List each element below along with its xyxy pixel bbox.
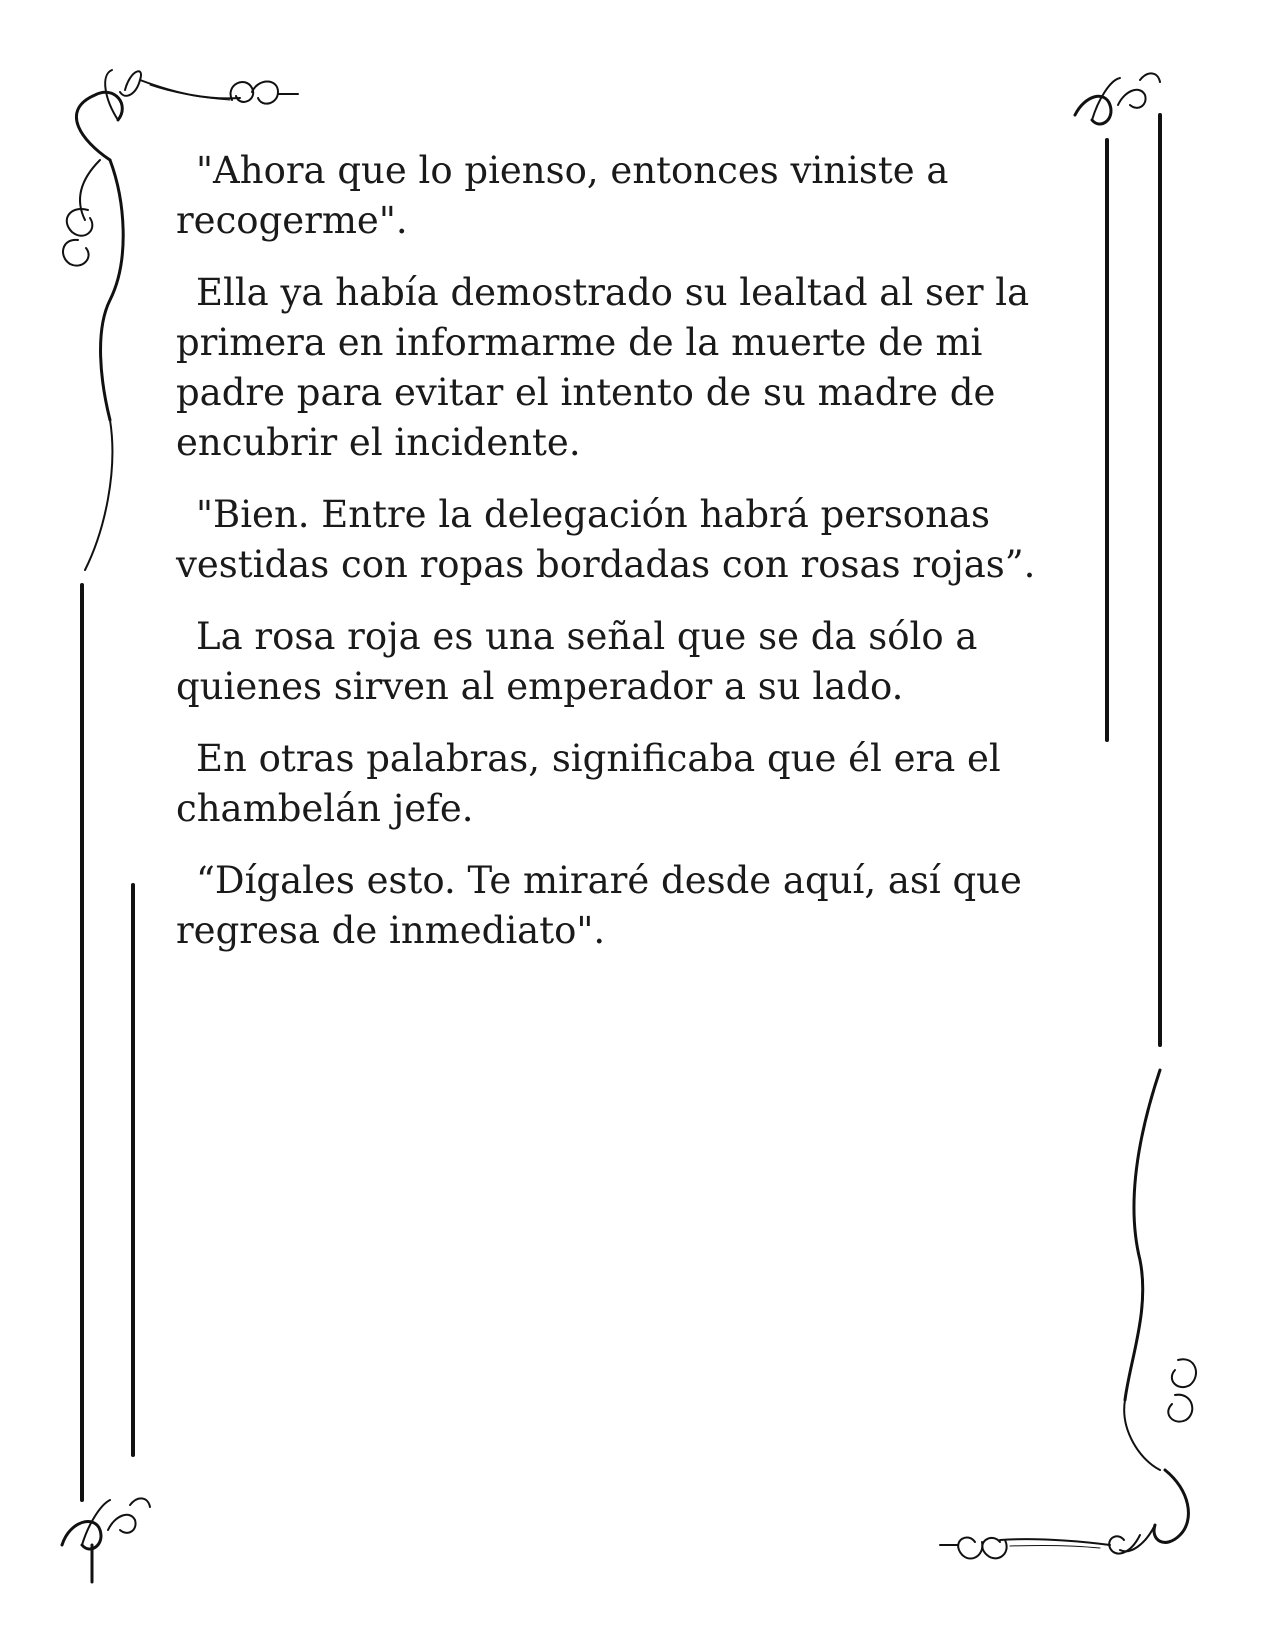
top-right-flourish-icon: [1075, 73, 1160, 1045]
bottom-right-flourish-icon: [940, 1070, 1196, 1559]
paragraph-5: En otras palabras, significaba que él era el chambelán jefe.: [176, 737, 1001, 830]
story-text: [176, 146, 1076, 978]
paragraph-4: La rosa roja es una señal que se da sólo a quienes sirven al emperador a su lado.: [176, 615, 978, 708]
paragraph-2: Ella ya había demostrado su lealtad al ser la primera en informarme de la muerte de mi padre para evitar el intento de su madre de encubrir el incidente.: [176, 271, 1030, 464]
paragraph-3: "Bien. Entre la delegación habrá personas vestidas con ropas bordadas con rosas rojas”.: [176, 493, 1036, 586]
paragraph-1: "Ahora que lo pienso, entonces viniste a recogerme".: [176, 149, 949, 242]
bottom-left-flourish-icon: [62, 1498, 150, 1582]
paragraph-6: “Dígales esto. Te miraré desde aquí, así que regresa de inmediato".: [176, 859, 1022, 952]
